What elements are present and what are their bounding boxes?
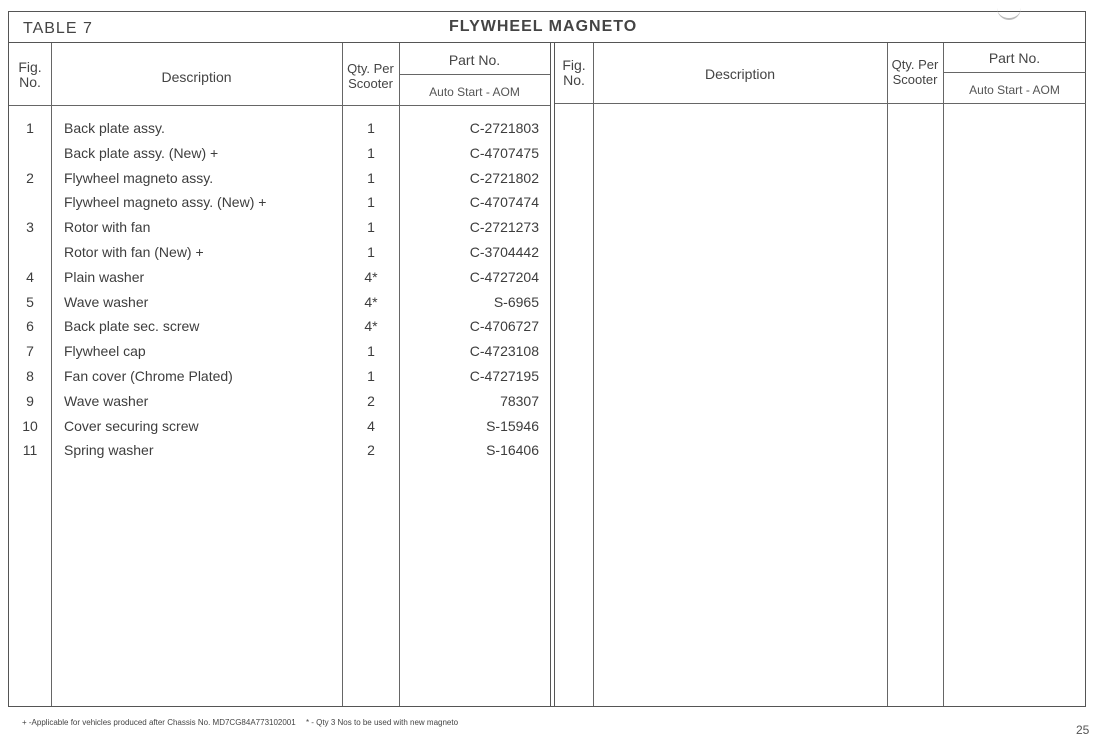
variant-header: Auto Start - AOM — [969, 83, 1060, 97]
row-qty: 4* — [364, 268, 378, 285]
part-no-header: Part No. — [988, 50, 1041, 66]
footnotes — [22, 718, 466, 727]
left-table-half — [9, 43, 550, 706]
part-header-divider — [943, 72, 1086, 73]
row-fig: 6 — [26, 318, 34, 335]
row-fig: 8 — [26, 368, 34, 384]
row-qty: 1 — [367, 120, 375, 136]
description-header: Description — [161, 69, 232, 85]
table-number: TABLE 7 — [23, 20, 93, 37]
row-fig: 3 — [26, 219, 34, 236]
row-description: Flywheel magneto assy. — [64, 169, 214, 186]
col-divider — [593, 43, 594, 706]
row-qty: 2 — [367, 392, 375, 409]
row-description: Back plate assy. (New) + — [64, 144, 219, 161]
row-description: Plain washer — [64, 268, 145, 285]
row-part: S-15946 — [486, 417, 539, 434]
col-divider — [399, 43, 400, 706]
row-fig: 7 — [26, 343, 34, 360]
part-no-header: Part No. — [448, 52, 501, 68]
fig-header-line1: Fig. — [562, 57, 586, 73]
qty-header-line1: Qty. Per — [891, 57, 939, 72]
qty-header-line2: Scooter — [892, 72, 938, 87]
footnote-star: * - Qty 3 Nos to be used with new magneto — [305, 718, 459, 727]
parts-table — [8, 11, 1086, 707]
fig-header-line2: No. — [19, 74, 41, 90]
footnote-plus: + -Applicable for vehicles produced after Chassis No. MD7CG84A773102001 — [22, 718, 296, 727]
row-fig: 10 — [22, 417, 38, 434]
row-part: C-4707475 — [469, 144, 539, 161]
row-fig: 1 — [26, 120, 34, 136]
row-description: Spring washer — [64, 442, 154, 459]
header-bottom-rule — [555, 103, 1086, 104]
fig-header-line1: Fig. — [18, 59, 42, 75]
row-part: C-4727195 — [469, 368, 539, 384]
row-qty: 1 — [367, 219, 375, 236]
row-part: C-4727204 — [469, 268, 539, 285]
row-part: C-4723108 — [469, 343, 539, 360]
row-qty: 2 — [367, 442, 375, 459]
row-fig: 11 — [22, 442, 38, 459]
fig-no-header — [555, 58, 593, 88]
qty-header — [342, 61, 399, 91]
col-divider — [342, 43, 343, 706]
row-part: S-6965 — [493, 293, 539, 310]
col-divider — [943, 43, 944, 706]
row-description: Rotor with fan (New) + — [64, 244, 204, 260]
col-divider — [887, 43, 888, 706]
row-part: C-3704442 — [469, 244, 539, 260]
qty-header-line1: Qty. Per — [347, 61, 394, 76]
row-part: 78307 — [500, 392, 539, 409]
qty-header — [887, 57, 943, 87]
row-fig: 5 — [26, 293, 34, 310]
row-part: C-4707474 — [469, 194, 539, 211]
col-divider — [51, 43, 52, 706]
right-table-half — [555, 43, 1086, 706]
row-description: Back plate assy. — [64, 120, 165, 136]
row-qty: 1 — [367, 169, 375, 186]
fig-header-line2: No. — [563, 72, 585, 88]
row-qty: 1 — [367, 144, 375, 161]
row-qty: 1 — [367, 343, 375, 360]
part-header-divider — [399, 74, 550, 75]
row-qty: 1 — [367, 368, 375, 384]
qty-header-line2: Scooter — [348, 76, 393, 91]
fig-no-header — [9, 60, 51, 90]
row-description: Rotor with fan — [64, 219, 151, 236]
row-qty: 1 — [367, 194, 375, 211]
row-fig: 2 — [26, 169, 34, 186]
row-description: Wave washer — [64, 293, 149, 310]
row-part: C-2721803 — [469, 120, 539, 136]
row-description: Fan cover (Chrome Plated) — [64, 368, 233, 384]
table-title-row — [9, 12, 1085, 43]
row-qty: 4 — [367, 417, 375, 434]
row-description: Flywheel magneto assy. (New) + — [64, 194, 267, 211]
page-number: 25 — [1076, 723, 1090, 737]
row-part: S-16406 — [486, 442, 539, 459]
row-description: Flywheel cap — [64, 343, 146, 360]
row-description: Wave washer — [64, 392, 149, 409]
header-bottom-rule — [9, 105, 550, 106]
row-fig: 9 — [26, 392, 34, 409]
variant-header: Auto Start - AOM — [429, 85, 520, 99]
row-description: Back plate sec. screw — [64, 318, 200, 335]
row-fig: 4 — [26, 268, 34, 285]
row-qty: 4* — [364, 293, 378, 310]
table-title: FLYWHEEL MAGNETO — [449, 18, 638, 35]
row-qty: 4* — [364, 318, 378, 335]
description-header: Description — [704, 66, 776, 82]
row-part: C-4706727 — [469, 318, 539, 335]
row-part: C-2721802 — [469, 169, 539, 186]
row-description: Cover securing screw — [64, 417, 199, 434]
row-part: C-2721273 — [469, 219, 539, 236]
row-qty: 1 — [367, 244, 375, 260]
